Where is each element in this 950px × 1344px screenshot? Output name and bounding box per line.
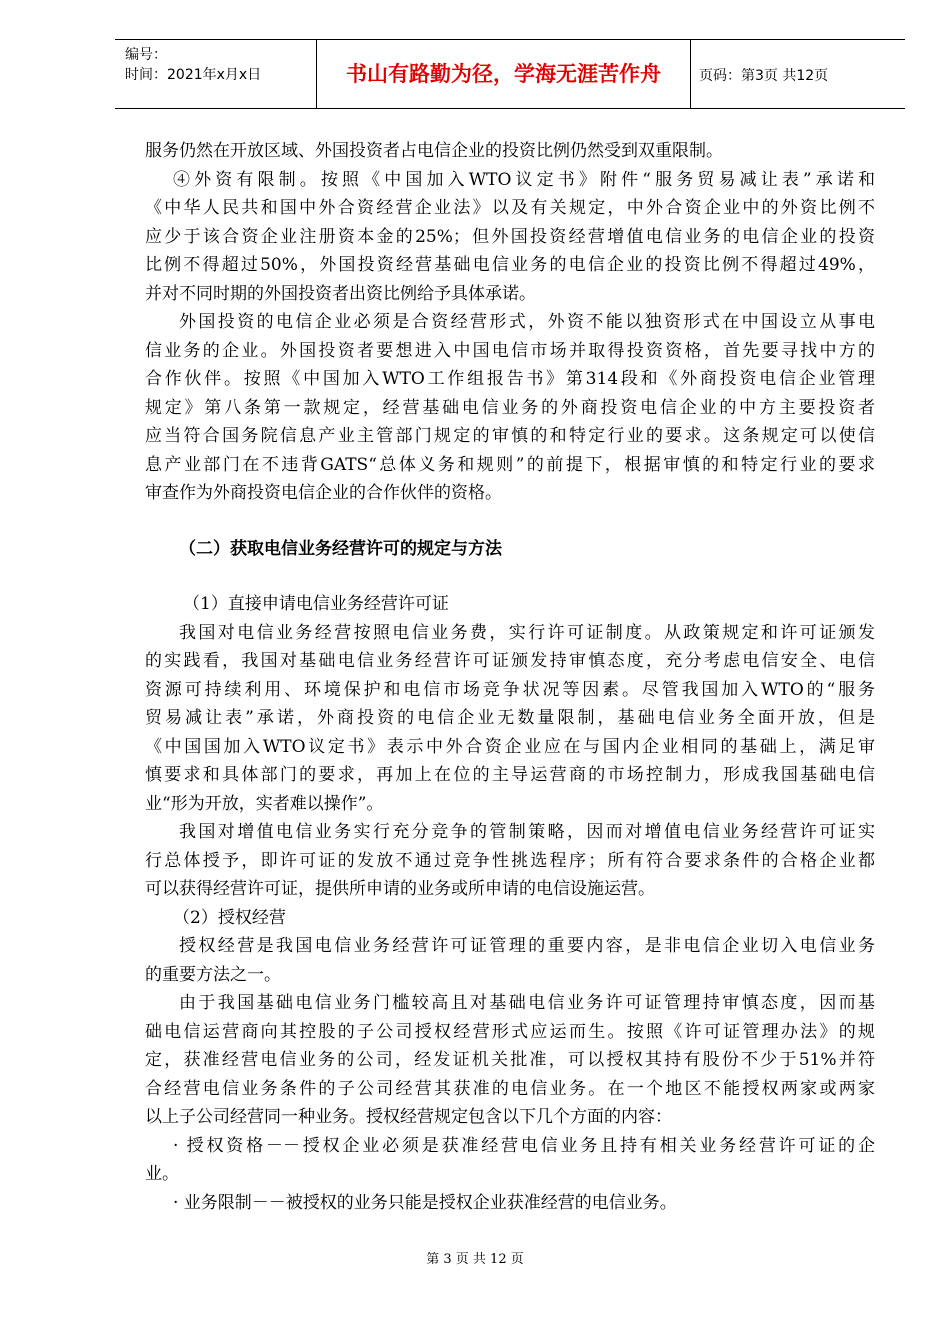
bullet-line: · 业务限制－－被授权的业务只能是授权企业获准经营的电信业务。 xyxy=(173,1192,677,1213)
body-line: 应当符合国务院信息产业主管部门规定的审慎的和特定行业的要求。这条规定可以使信 xyxy=(145,426,875,446)
document-number-label: 编号： xyxy=(125,47,167,63)
section-heading: （二）获取电信业务经营许可的规定与方法 xyxy=(179,538,502,559)
body-line: 的重要方法之一。 xyxy=(145,964,281,985)
body-line: 业。 xyxy=(145,1164,179,1184)
document-body xyxy=(145,137,875,1217)
header-page-info: 页码：第3页 共12页 xyxy=(699,68,829,84)
body-line: 审查作为外商投资电信企业的合作伙伴的资格。 xyxy=(145,483,502,503)
bullet-line: · 授权资格－－授权企业必须是获准经营电信业务且持有相关业务经营许可证的企 xyxy=(173,1135,875,1156)
body-line: 《中国国加入WTO议定书》表示中外合资企业应在与国内企业相同的基础上，满足审 xyxy=(145,736,875,757)
body-line: 的实践看，我国对基础电信业务经营许可证颁发持审慎态度，充分考虑电信安全、电信 xyxy=(145,651,875,671)
header-motto: 书山有路勤为径，学海无涯苦作舟 xyxy=(346,62,661,86)
body-line: 贸易减让表”承诺，外商投资的电信企业无数量限制，基础电信业务全面开放，但是 xyxy=(145,708,875,728)
body-line: 息产业部门在不违背GATS“总体义务和规则”的前提下，根据审慎的和特定行业的要求 xyxy=(145,454,875,475)
body-line: 我国对增值电信业务实行充分竞争的管制策略，因而对增值电信业务经营许可证实 xyxy=(179,822,875,842)
header-motto-cell xyxy=(317,40,691,108)
page-header xyxy=(115,39,905,109)
body-line: 比例不得超过50%，外国投资经营基础电信业务的电信企业的投资比例不得超过49%， xyxy=(145,255,875,275)
header-meta xyxy=(115,40,317,108)
body-line: 慎要求和具体部门的要求，再加上在位的主导运营商的市场控制力，形成我国基础电信 xyxy=(145,765,875,785)
body-line: 行总体授予，即许可证的发放不通过竞争性挑选程序；所有符合要求条件的合格企业都 xyxy=(145,850,875,871)
body-line: 应少于该合资企业注册资本金的25%；但外国投资经营增值电信业务的电信企业的投资 xyxy=(145,226,875,247)
body-line: 合经营电信业务条件的子公司经营其获准的电信业务。在一个地区不能授权两家或两家 xyxy=(145,1078,875,1099)
page-footer: 第 3 页 共 12 页 xyxy=(426,1252,524,1267)
body-line: 信业务的企业。外国投资者要想进入中国电信市场并取得投资资格，首先要寻找中方的 xyxy=(145,340,875,361)
body-line: 合作伙伴。按照《中国加入WTO工作组报告书》第314段和《外商投资电信企业管理 xyxy=(145,369,875,389)
subsection-heading: （1）直接申请电信业务经营许可证 xyxy=(183,594,449,614)
body-line: 服务仍然在开放区域、外国投资者占电信企业的投资比例仍然受到双重限制。 xyxy=(145,141,723,161)
body-line: 《中华人民共和国中外合资经营企业法》以及有关规定，中外合资企业中的外资比例不 xyxy=(145,198,875,218)
body-line: 授权经营是我国电信业务经营许可证管理的重要内容，是非电信企业切入电信业务 xyxy=(179,936,875,956)
body-line: 由于我国基础电信业务门槛较高且对基础电信业务许可证管理持审慎态度，因而基 xyxy=(179,993,875,1013)
body-line: 外国投资的电信企业必须是合资经营形式，外资不能以独资形式在中国设立从事电 xyxy=(179,312,875,332)
body-line: 业“形为开放，实者难以操作”。 xyxy=(145,793,384,814)
body-line: 础电信运营商向其控股的子公司授权经营形式应运而生。按照《许可证管理办法》的规 xyxy=(145,1021,875,1042)
subsection-heading: （2）授权经营 xyxy=(173,907,286,928)
header-page-cell xyxy=(691,40,905,108)
body-line: 定，获准经营电信业务的公司，经发证机关批准，可以授权其持有股份不少于51%并符 xyxy=(145,1050,875,1070)
body-line: 可以获得经营许可证，提供所申请的业务或所申请的电信设施运营。 xyxy=(145,879,655,899)
body-line: 规定》第八条第一款规定，经营基础电信业务的外商投资电信企业的中方主要投资者 xyxy=(145,397,875,418)
body-line: 我国对电信业务经营按照电信业务费，实行许可证制度。从政策规定和许可证颁发 xyxy=(179,622,875,643)
body-line: 资源可持续利用、环境保护和电信市场竞争状况等因素。尽管我国加入WTO的“服务 xyxy=(145,679,875,700)
body-line: 以上子公司经营同一种业务。授权经营规定包含以下几个方面的内容： xyxy=(145,1107,672,1127)
body-line: ④外资有限制。按照《中国加入WTO议定书》附件“服务贸易减让表”承诺和 xyxy=(173,169,875,190)
body-line: 并对不同时期的外国投资者出资比例给予具体承诺。 xyxy=(145,283,536,304)
document-time-label: 时间：2021年x月x日 xyxy=(125,67,262,83)
